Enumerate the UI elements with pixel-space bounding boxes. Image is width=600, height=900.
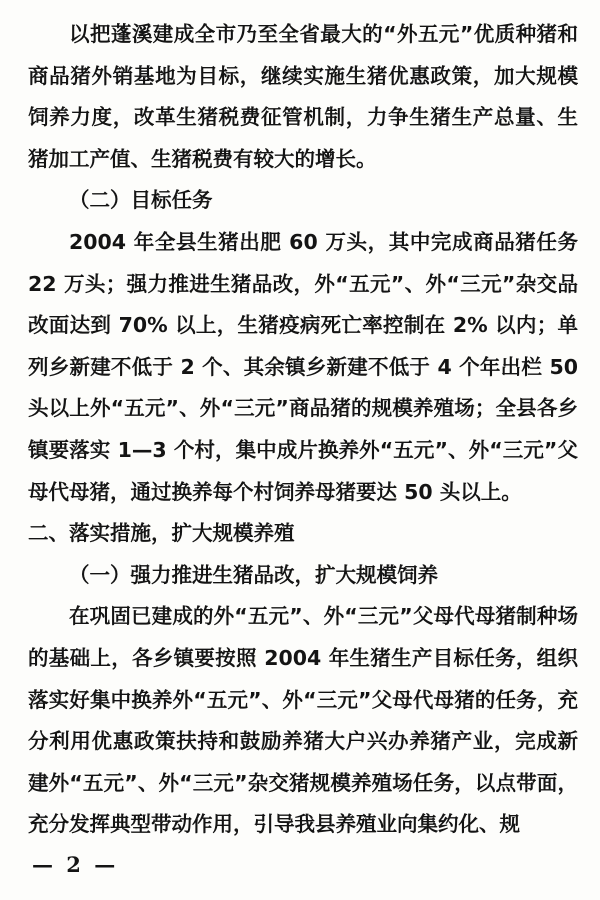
target-tasks-paragraph: 2004 年全县生猪出肥 60 万头，其中完成商品猪任务 22 万头；强力推进生猪品改，外“五元”、外“三元”杂交品改面达到 70% 以上，生猪疫病死亡率控制在 2% 以内；单列乡新建不低于 2 个、其余镇乡新建不低于 4 个年出栏 50 头以上外“五元”、外“三元”商品猪的规模养殖场；全县各乡镇要落实 1—3 个村，集中成片换养外“五元”、外“三元”父母代母猪，通过换养每个村饲养母猪要达 50 头以上。 — [28, 229, 578, 504]
document-body — [28, 14, 578, 846]
goal-intro-paragraph: 以把蓬溪建成全市乃至全省最大的“外五元”优质种猪和商品猪外销基地为目标，继续实施生猪优惠政策，加大规模饲养力度，改革生猪税费征管机制，力争生猪生产总量、生猪加工产值、生猪税费有较大的增长。 — [28, 22, 578, 171]
subsection-heading-breed-improvement: （一）强力推进生猪品改，扩大规模饲养 — [69, 562, 438, 587]
section-heading-target-tasks: （二）目标任务 — [69, 188, 213, 213]
section-heading-measures: 二、落实措施，扩大规模养殖 — [28, 521, 295, 546]
breed-improvement-paragraph: 在巩固已建成的外“五元”、外“三元”父母代母猪制种场的基础上，各乡镇要按照 2004 年生猪生产目标任务，组织落实好集中换养外“五元”、外“三元”父母代母猪的任务，充分利用优惠政策扶持和鼓励养猪大户兴办养猪产业，完成新建外“五元”、外“三元”杂交猪规模养殖场任务，以点带面，充分发挥典型带动作用，引导我县养殖业向集约化、规 — [28, 604, 578, 837]
page-number: — 2 — — [32, 852, 119, 877]
